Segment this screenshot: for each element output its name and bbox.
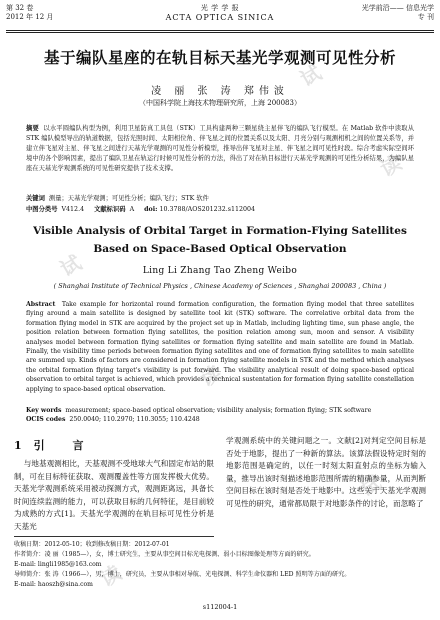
keywords-english — [26, 406, 414, 415]
abstract-label-en: Abstract — [26, 301, 56, 308]
abstract-text-en: Take example for horizontal round formation configuration, the formation flying model that three satellites flying around a main satellite is designed by satellite tool kit (STK) software. The correlative orbital data from the formation flying model in STK are acquired by the project set up in Matlab, including lighting time, sun phase angle, the position relation between formation flying satellites, the position relation among sun, moon and sensor. A visibility analyses model between formation flying satellites or formation flying satellite and main satellite are found in Matlab. Finally, the visibility time periods between formation flying satellites and one of formation flying satellites to main satellite are summed up. Kinds of factors are considered in formation flying satellite models in STK and the method which analyses the orbital formation flying target's visibility is put forward. The visibility analytical result of doing space-based optical observation to orbital target is achieved, which provides a technical sustentation for formation flying satellite constellation applying to space-based optical observation. — [26, 301, 414, 393]
watermark: 读 — [96, 560, 126, 592]
keywords-text-cn: 测量；天基光学观测；可见性分析；编队飞行；STK 软件 — [48, 195, 209, 202]
section-heading — [14, 437, 96, 453]
journal-name-en: ACTA OPTICA SINICA — [165, 13, 275, 22]
watermark: 读 — [196, 360, 226, 392]
body-text-right: 学观测系统中的关键问题之一。文献[2]对判定空间目标是否处于地影，提出了一种新的算法。该算法假设特定时刻的地影范围是确定的，以任一时刻太阳直射点的坐标为输入量，推导出该时刻描述地影范围所需的精确参量，从而判断空间目标在该时刻是否处于地影中。这些关于天基光学观测可见性的研究，通常都局限于对地影条件的讨论，而忽略了 — [226, 436, 426, 508]
clc-label: 中图分类号 — [26, 206, 58, 213]
title-english: Visible Analysis of Orbital Target in Formation-Flying Satellites Based on Space-Based Optical Observation — [33, 225, 407, 255]
advisor-email: E-mail: haoszh@sina.com — [14, 581, 93, 588]
header-rule-thin — [6, 32, 434, 33]
column-name: 光学前沿—— 信息光学 — [361, 4, 434, 12]
footnote-rule — [14, 536, 214, 537]
clc-code: V412.4 — [61, 206, 85, 213]
keywords-label-en: Key words — [26, 407, 62, 414]
watermark: 试 — [56, 250, 86, 282]
author-email: E-mail: lingli1985@163.com — [14, 561, 102, 568]
page-number: s112004-1 — [202, 603, 238, 611]
abstract-text-cn: 以水平圆编队构型为例，利用卫星防真工具包（STK）工具构建两种三颗星绕主星伴飞的编队飞行模型。在 Matlab 软件中读取从 STK 编队模型导出的轨道数据，包括光照时间、太阳相位角、伴飞星之间的位置关系以及太阳、月亮分别与观测相机之间的位置关系等，并建立伴飞星对主星、伴飞星之间进行天基光学观测的可见性分析模型，推导出伴飞星对主星、伴飞星之间可见性时段。综合考虑实际空间环境中的各个影响因素，提出了编队卫星在轨运行时候可见性分析的方法，得出了对在轨目标进行天基光学观测的可见性分析结果，为编队星座在天基光学观测系统的可见性研究提供了技术支撑。 — [26, 125, 414, 172]
doi-value: 10.3788/AOS201232.s112004 — [159, 206, 255, 213]
doi-label: doi: — [144, 206, 158, 213]
header-right — [362, 4, 434, 22]
body-text-left: 与地基观测相比，天基观测不受地球大气和固定布站的限制，可在目标特征获取、观测覆盖性等方面发挥极大优势。天基光学观测系统采用被动探测方式，观测距离远，具备长时间连续监测的能力，可以获取目标的几何特征，是目前较为成熟的方式[1]。天基光学观测的在轨目标可见性分析是天基光 — [14, 459, 215, 531]
header-rule — [6, 30, 434, 31]
doc-code: A — [129, 206, 135, 213]
received-date: 收稿日期：2012-05-10；收到修改稿日期：2012-07-01 — [14, 541, 170, 548]
doc-code-label: 文献标识码 — [94, 206, 126, 213]
keywords-chinese — [26, 194, 414, 203]
affiliation-chinese: （中国科学院上海技术物理研究所，上海 200083） — [139, 99, 301, 107]
affiliation-english: ( Shanghai Institute of Technical Physics , Chinese Academy of Sciences , Shanghai 200083 , China ) — [53, 282, 387, 290]
authors-english: Ling Li Zhang Tao Zheng Weibo — [142, 266, 298, 276]
watermark: 读 — [376, 150, 406, 182]
section-title: 引 言 — [33, 439, 96, 452]
watermark: 试 — [356, 470, 386, 502]
keywords-label-cn: 关键词 — [26, 195, 45, 202]
authors-chinese: 凌 丽 张 涛 郑伟波 — [151, 86, 289, 97]
classification-line — [26, 205, 414, 214]
issue-date: 2012 年 12 月 — [6, 13, 54, 21]
volume: 第 32 卷 — [6, 4, 34, 12]
abstract-label-cn: 摘要 — [26, 125, 39, 132]
abstract-english — [26, 300, 414, 394]
running-header — [6, 4, 434, 30]
footnotes — [14, 540, 426, 590]
title-chinese: 基于编队星座的在轨目标天基光学观测可见性分析 — [43, 48, 396, 67]
ocis-label: OCIS codes — [26, 416, 66, 423]
author-bio: 作者简介：凌 丽（1985—），女，博士研究生，主要从事空间目标光电探测、弱小目标图像处理等方面的研究。 — [14, 551, 315, 558]
abstract-chinese — [26, 124, 414, 174]
body-column-right — [226, 435, 426, 510]
ocis-text: 250.0040; 110.2970; 110.3055; 110.4248 — [69, 416, 200, 423]
journal-name-cn: 光 学 学 报 — [200, 4, 240, 12]
advisor-bio: 导师简介：张 涛（1966—），男，博士，研究员，主要从事相对导航、光电探测、科学生命仪器和 LED 照明等方面的研究。 — [14, 571, 351, 578]
watermark: 试 — [296, 60, 326, 92]
keywords-text-en: measurement; space-based optical observation; visibility analysis; formation flying; STK software — [65, 407, 372, 414]
ocis-codes — [26, 415, 414, 424]
column-type: 专 刊 — [417, 13, 434, 21]
body-column-left — [14, 458, 214, 533]
section-number: 1 — [14, 439, 34, 452]
